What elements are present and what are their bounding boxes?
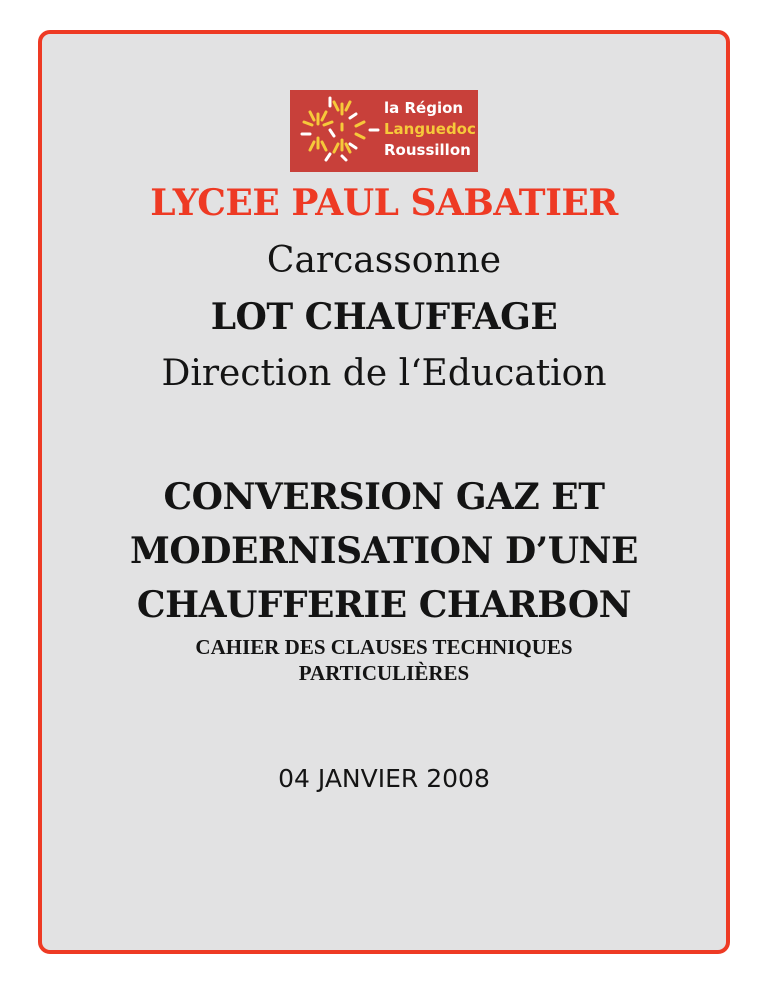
region-logo xyxy=(290,90,478,172)
logo-line-1: la Région xyxy=(384,99,464,117)
logo-line-3: Roussillon xyxy=(384,141,471,159)
subtitle-line-1: CAHIER DES CLAUSES TECHNIQUES xyxy=(195,635,573,659)
title-line-2: MODERNISATION D’UNE xyxy=(130,530,638,572)
city-name: Carcassonne xyxy=(266,240,502,281)
region-emblem-icon xyxy=(290,90,384,172)
logo-line-2: Languedoc xyxy=(384,120,476,138)
school-name: LYCEE PAUL SABATIER xyxy=(150,182,618,224)
title-line-1: CONVERSION GAZ ET xyxy=(163,476,605,518)
document-title xyxy=(0,470,768,632)
title-line-3: CHAUFFERIE CHARBON xyxy=(136,584,632,626)
lot-name: LOT CHAUFFAGE xyxy=(210,296,558,338)
direction-name: Direction de l‘Education xyxy=(161,353,607,394)
logo-wordmark xyxy=(384,98,476,161)
document-subtitle xyxy=(0,634,768,686)
subtitle-line-2: PARTICULIÈRES xyxy=(298,661,470,685)
document-date: 04 JANVIER 2008 xyxy=(278,764,490,793)
